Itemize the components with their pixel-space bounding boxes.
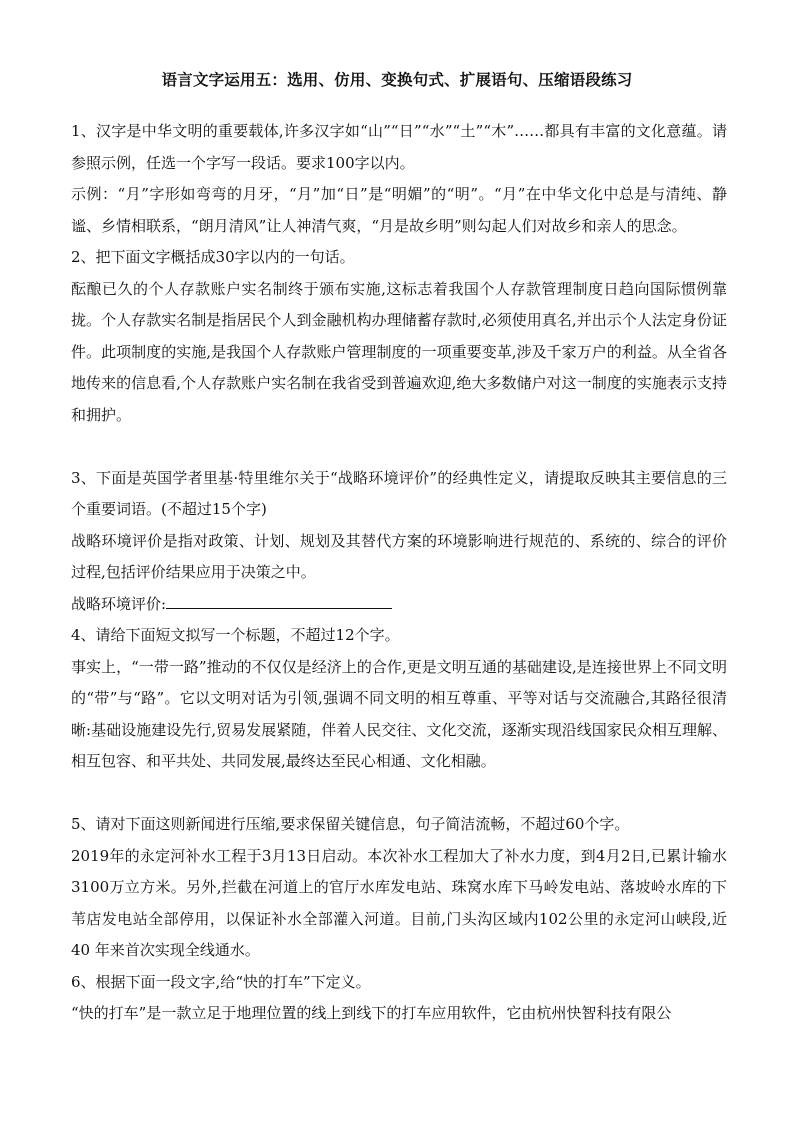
question-6-passage: “快的打车”是一款立足于地理位置的线上到线下的打车应用软件，它由杭州快智科技有限公: [71, 1004, 672, 1022]
answer-blank-line[interactable]: [166, 589, 392, 609]
question-3-answer-row: [71, 589, 727, 621]
question-1-prompt: 1、汉字是中华文明的重要载体,许多汉字如“山”“日”“水”“土”“木”……都具有丰富的文化意蕴。请参照示例，任选一个字写一段话。要求100字以内。: [71, 122, 727, 172]
question-4-passage: 事实上，“一带一路”推动的不仅仅是经济上的合作,更是文明互通的基础建设,是连接世界上不同文明的“带”与“路”。它以文明对话为引领,强调不同文明的相互尊重、平等对话与交流融合,其路径很清晰:基础设施建设先行,贸易发展紧随，伴着人民交往、文化交流，逐渐实现沿线国家民众相互理解、相互包容、和平共处、共同发展,最终达至民心相通、文化相融。: [71, 657, 727, 770]
exercise-content: [71, 116, 727, 1030]
question-5-prompt: 5、请对下面这则新闻进行压缩,要求保留关键信息，句子简洁流畅，不超过60个字。: [71, 815, 630, 833]
blank-spacer: [71, 778, 727, 810]
question-3-answer-label: 战略环境评价:: [71, 594, 167, 613]
question-6-prompt: 6、根据下面一段文字,给“快的打车”下定义。: [71, 972, 371, 991]
question-4-prompt: 4、请给下面短文拟写一个标题，不超过12个字。: [71, 626, 400, 644]
question-3-prompt: 3、下面是英国学者里基·特里维尔关于“战略环境评价”的经典性定义，请提取反映其主要信息的三个重要词语。(不超过15个字): [71, 468, 727, 518]
question-3-passage: 战略环境评价是指对政策、计划、规划及其替代方案的环境影响进行规范的、系统的、综合的评价过程,包括评价结果应用于决策之中。: [71, 531, 727, 581]
question-1-example: 示例：“月”字形如弯弯的月牙，“月”加“日”是“明媚”的“明”。“月”在中华文化中总是与清纯、静谧、乡情相联系，“朗月清风”让人神清气爽，“月是故乡明”则勾起人们对故乡和亲人的思念。: [71, 185, 727, 235]
page-title: 语言文字运用五：选用、仿用、变换句式、扩展语句、压缩语段练习: [161, 71, 633, 89]
question-2-prompt: 2、把下面文字概括成30字以内的一句话。: [71, 248, 355, 266]
question-2-passage: 酝酿已久的个人存款账户实名制终于颁布实施,这标志着我国个人存款管理制度日趋向国际惯例靠拢。个人存款实名制是指居民个人到金融机构办理储蓄存款时,必须使用真名,并出示个人法定身份证件。此项制度的实施,是我国个人存款账户管理制度的一项重要变革,涉及千家万户的利益。从全省各地传来的信息看,个人存款账户实名制在我省受到普遍欢迎,绝大多数储户对这一制度的实施表示支持和拥护。: [71, 279, 727, 424]
blank-spacer: [71, 431, 727, 463]
question-5-passage: 2019年的永定河补水工程于3月13日启动。本次补水工程加大了补水力度，到4月2日,已累计输水3100万立方米。另外,拦截在河道上的官厅水库发电站、珠窝水库下马岭发电站、落坡岭水库的下苇店发电站全部停用，以保证补水全部灌入河道。目前,门头沟区域内102公里的永定河山峡段,近40 年来首次实现全线通水。: [71, 846, 727, 959]
